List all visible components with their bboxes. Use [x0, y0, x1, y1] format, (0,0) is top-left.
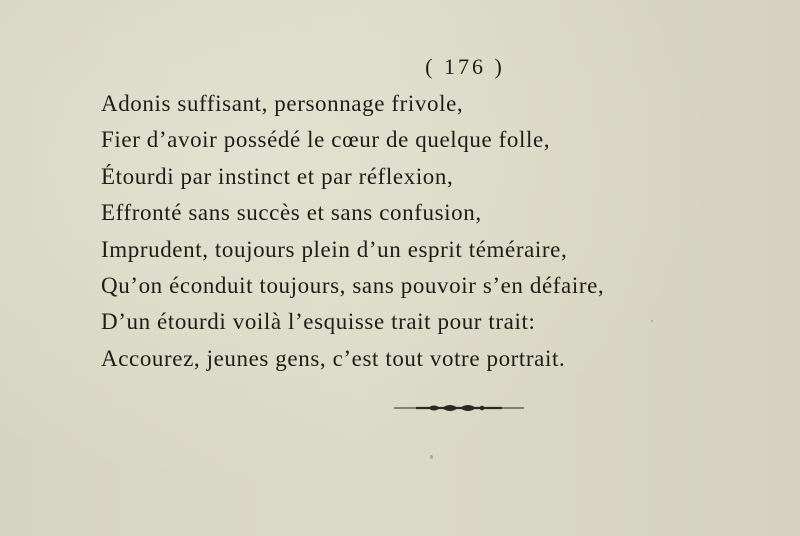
poem-line: Effronté sans succès et sans confusion, — [101, 200, 482, 226]
poem-line: Adonis suffisant, personnage frivole, — [101, 91, 464, 116]
poem-line: Fier d’avoir possédé le cœur de quelque folle, — [101, 127, 551, 153]
poem-line: D’un étourdi voilà l’esquisse trait pour trait: — [101, 309, 536, 335]
poem-line: Accourez, jeunes gens, c’est tout votre portrait. — [101, 345, 566, 371]
tailpiece-ornament-icon — [394, 400, 524, 414]
paper-speck — [430, 455, 433, 459]
paper-speck — [651, 320, 653, 322]
page-number: ( 176 ) — [425, 54, 505, 79]
poem-stanza — [101, 86, 604, 377]
poem-line: Imprudent, toujours plein d’un esprit téméraire, — [101, 236, 568, 262]
poem-line: Étourdi par instinct et par réflexion, — [101, 163, 454, 189]
poem-line: Qu’on éconduit toujours, sans pouvoir s’en défaire, — [101, 273, 605, 299]
